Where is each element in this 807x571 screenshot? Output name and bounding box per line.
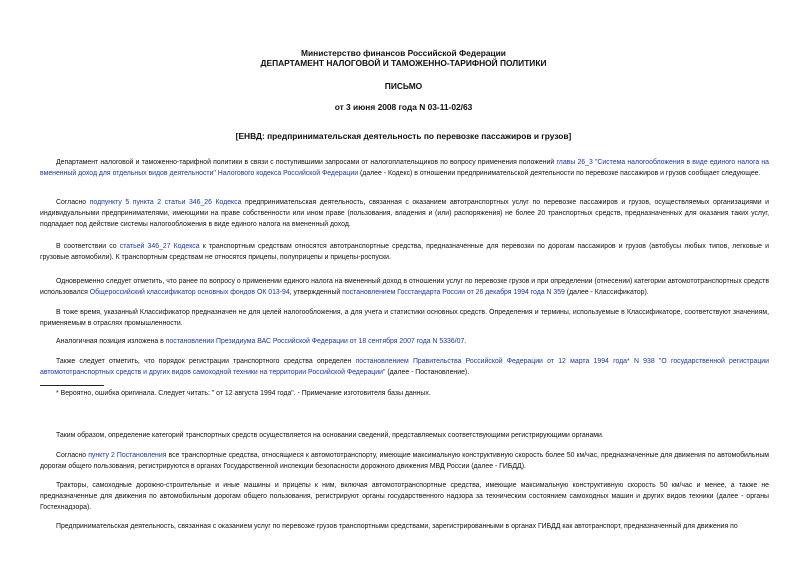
paragraph-7 bbox=[40, 356, 769, 378]
footnote-separator bbox=[40, 385, 104, 386]
ministry-name: Министерство финансов Российской Федерации bbox=[301, 48, 506, 58]
paragraph-text: Тракторы, самоходные дорожно-строительные и иные машины и прицепы к ним, включая автомототранспортные средства, имеющие максимальную конструктивную скорость 50 км/час и менее, а также не предназначенные для движения по автомобильным дорогам общего пользования, регистрируют органы государственного надзора за техническим состоянием самоходных машин и других видов техники (далее - органы Гостехнадзора). bbox=[40, 482, 769, 511]
paragraph-text: (далее - Кодекс) в отношении предпринимательской деятельности по перевозке пассажиров и грузов сообщает следующее. bbox=[358, 170, 761, 177]
document-subject: [ЕНВД: предпринимательская деятельность по перевозке пассажиров и грузов] bbox=[235, 131, 572, 141]
paragraph-text: В соответствии со bbox=[56, 243, 120, 250]
paragraph-4 bbox=[40, 276, 769, 298]
paragraph-text: , утвержденный bbox=[289, 289, 343, 296]
link-government-resolution-938[interactable]: постановлением Правительства Российской Федерации от 12 марта 1994 года* N 938 "О государственной регистрации автомототранспортных средств и других видов самоходной техники на территории Российской Федерации" bbox=[40, 358, 769, 376]
paragraph-text: В тоже время, указанный Классификатор предназначен не для целей налогообложения, а для учета и статистики основных средств. Определения и термины, используемые в Классификаторе, соответствуют значениям, применяемым в отраслях промышленности. bbox=[40, 309, 769, 327]
link-article-346-26[interactable]: подпункту 5 пункта 2 статьи 346_26 Кодекса bbox=[89, 199, 242, 206]
paragraph-text: Департамент налоговой и таможенно-тарифной политики в связи с поступившими запросами от налогоплательщиков по вопросу применения положений bbox=[56, 159, 557, 166]
paragraph-8 bbox=[40, 430, 769, 441]
link-article-346-27[interactable]: статьей 346_27 Кодекса bbox=[119, 243, 200, 250]
paragraph-11 bbox=[40, 521, 769, 532]
link-resolution-point-2[interactable]: пункту 2 Постановления bbox=[88, 452, 167, 459]
paragraph-text: Одновременно следует отметить, что ранее по вопросу о применении единого налога на вмененный доход в отношении услуг по перевозке грузов и при определении (отнесении) категории автомототранспортных средств использовался bbox=[40, 278, 769, 296]
paragraph-6 bbox=[40, 336, 769, 347]
paragraph-text: Аналогичная позиция изложена в bbox=[56, 338, 166, 345]
link-vas-resolution[interactable]: постановлении Президиума ВАС Российской Федерации от 18 сентября 2007 года N 5336/07 bbox=[165, 338, 465, 345]
footnote-text: * Вероятно, ошибка оригинала. Следует читать: " от 12 августа 1994 года". - Примечание изготовителя базы данных. bbox=[56, 390, 431, 397]
paragraph-3 bbox=[40, 241, 769, 263]
link-chapter-26-3[interactable]: главы 26_3 "Система налогообложения в виде единого налога на вмененный доход для отдельных видов деятельности" Налогового кодекса Российской Федерации bbox=[40, 159, 769, 177]
paragraph-1 bbox=[40, 157, 769, 179]
paragraph-5 bbox=[40, 307, 769, 329]
paragraph-text: все транспортные средства, относящиеся к автомототранспорту, имеющие максимальную конструктивную скорость более 50 км/час, предназначенные для движения по автомобильным дорогам общего пользования, регистрируются в органах Государственной инспекции безопасности дорожного движения МВД России (далее - ГИБДД). bbox=[40, 452, 770, 470]
paragraph-text: (далее - Классификатор). bbox=[564, 289, 649, 296]
paragraph-9 bbox=[40, 450, 769, 472]
document-date-number: от 3 июня 2008 года N 03-11-02/63 bbox=[334, 102, 473, 112]
paragraph-10 bbox=[40, 480, 769, 513]
paragraph-2 bbox=[40, 197, 769, 230]
document-type: ПИСЬМО bbox=[384, 81, 423, 91]
paragraph-text: предпринимательская деятельность, связанная с оказанием автотранспортных услуг по перевозке пассажиров и грузов, осуществляемых организациями и индивидуальными предпринимателями, имеющими на праве собственности или ином праве (пользования, владения и (или) распоряжения) не более 20 транспортных средств, предназначенных для оказания таких услуг, подпадает под действие системы налогообложения в виде единого налога на вмененный доход. bbox=[40, 199, 769, 228]
paragraph-text: Согласно bbox=[56, 199, 90, 206]
paragraph-text: Таким образом, определение категорий транспортных средств осуществляется на основании сведений, представляемых соответствующими регистрирующими органами. bbox=[56, 432, 604, 439]
link-classifier-ok-013-94[interactable]: Общероссийский классификатор основных фондов ОК 013-94 bbox=[89, 289, 290, 296]
footnote bbox=[56, 388, 769, 399]
paragraph-text: Также следует отметить, что порядок регистрации транспортного средства определен bbox=[56, 358, 356, 365]
paragraph-text: к транспортным средствам относятся автотранспортные средства, предназначенные для перевозки по дорогам пассажиров и грузов (автобусы любых типов, легковые и грузовые автомобили). К транспортным средствам не относятся прицепы, полуприцепы и прицепы-роспуски. bbox=[40, 243, 769, 261]
paragraph-text: (далее - Постановление). bbox=[385, 369, 470, 376]
link-gosstandart-resolution[interactable]: постановлением Госстандарта России от 26 декабря 1994 года N 359 bbox=[342, 289, 565, 296]
paragraph-text: Предпринимательская деятельность, связанная с оказанием услуг по перевозке грузов транспортными средствами, зарегистрированными в органах ГИБДД как автотранспорт, предназначенный для движения по bbox=[56, 523, 738, 530]
paragraph-text: Согласно bbox=[56, 452, 89, 459]
paragraph-text: . bbox=[464, 338, 467, 345]
department-name: ДЕПАРТАМЕНТ НАЛОГОВОЙ И ТАМОЖЕННО-ТАРИФНОЙ ПОЛИТИКИ bbox=[260, 58, 547, 68]
